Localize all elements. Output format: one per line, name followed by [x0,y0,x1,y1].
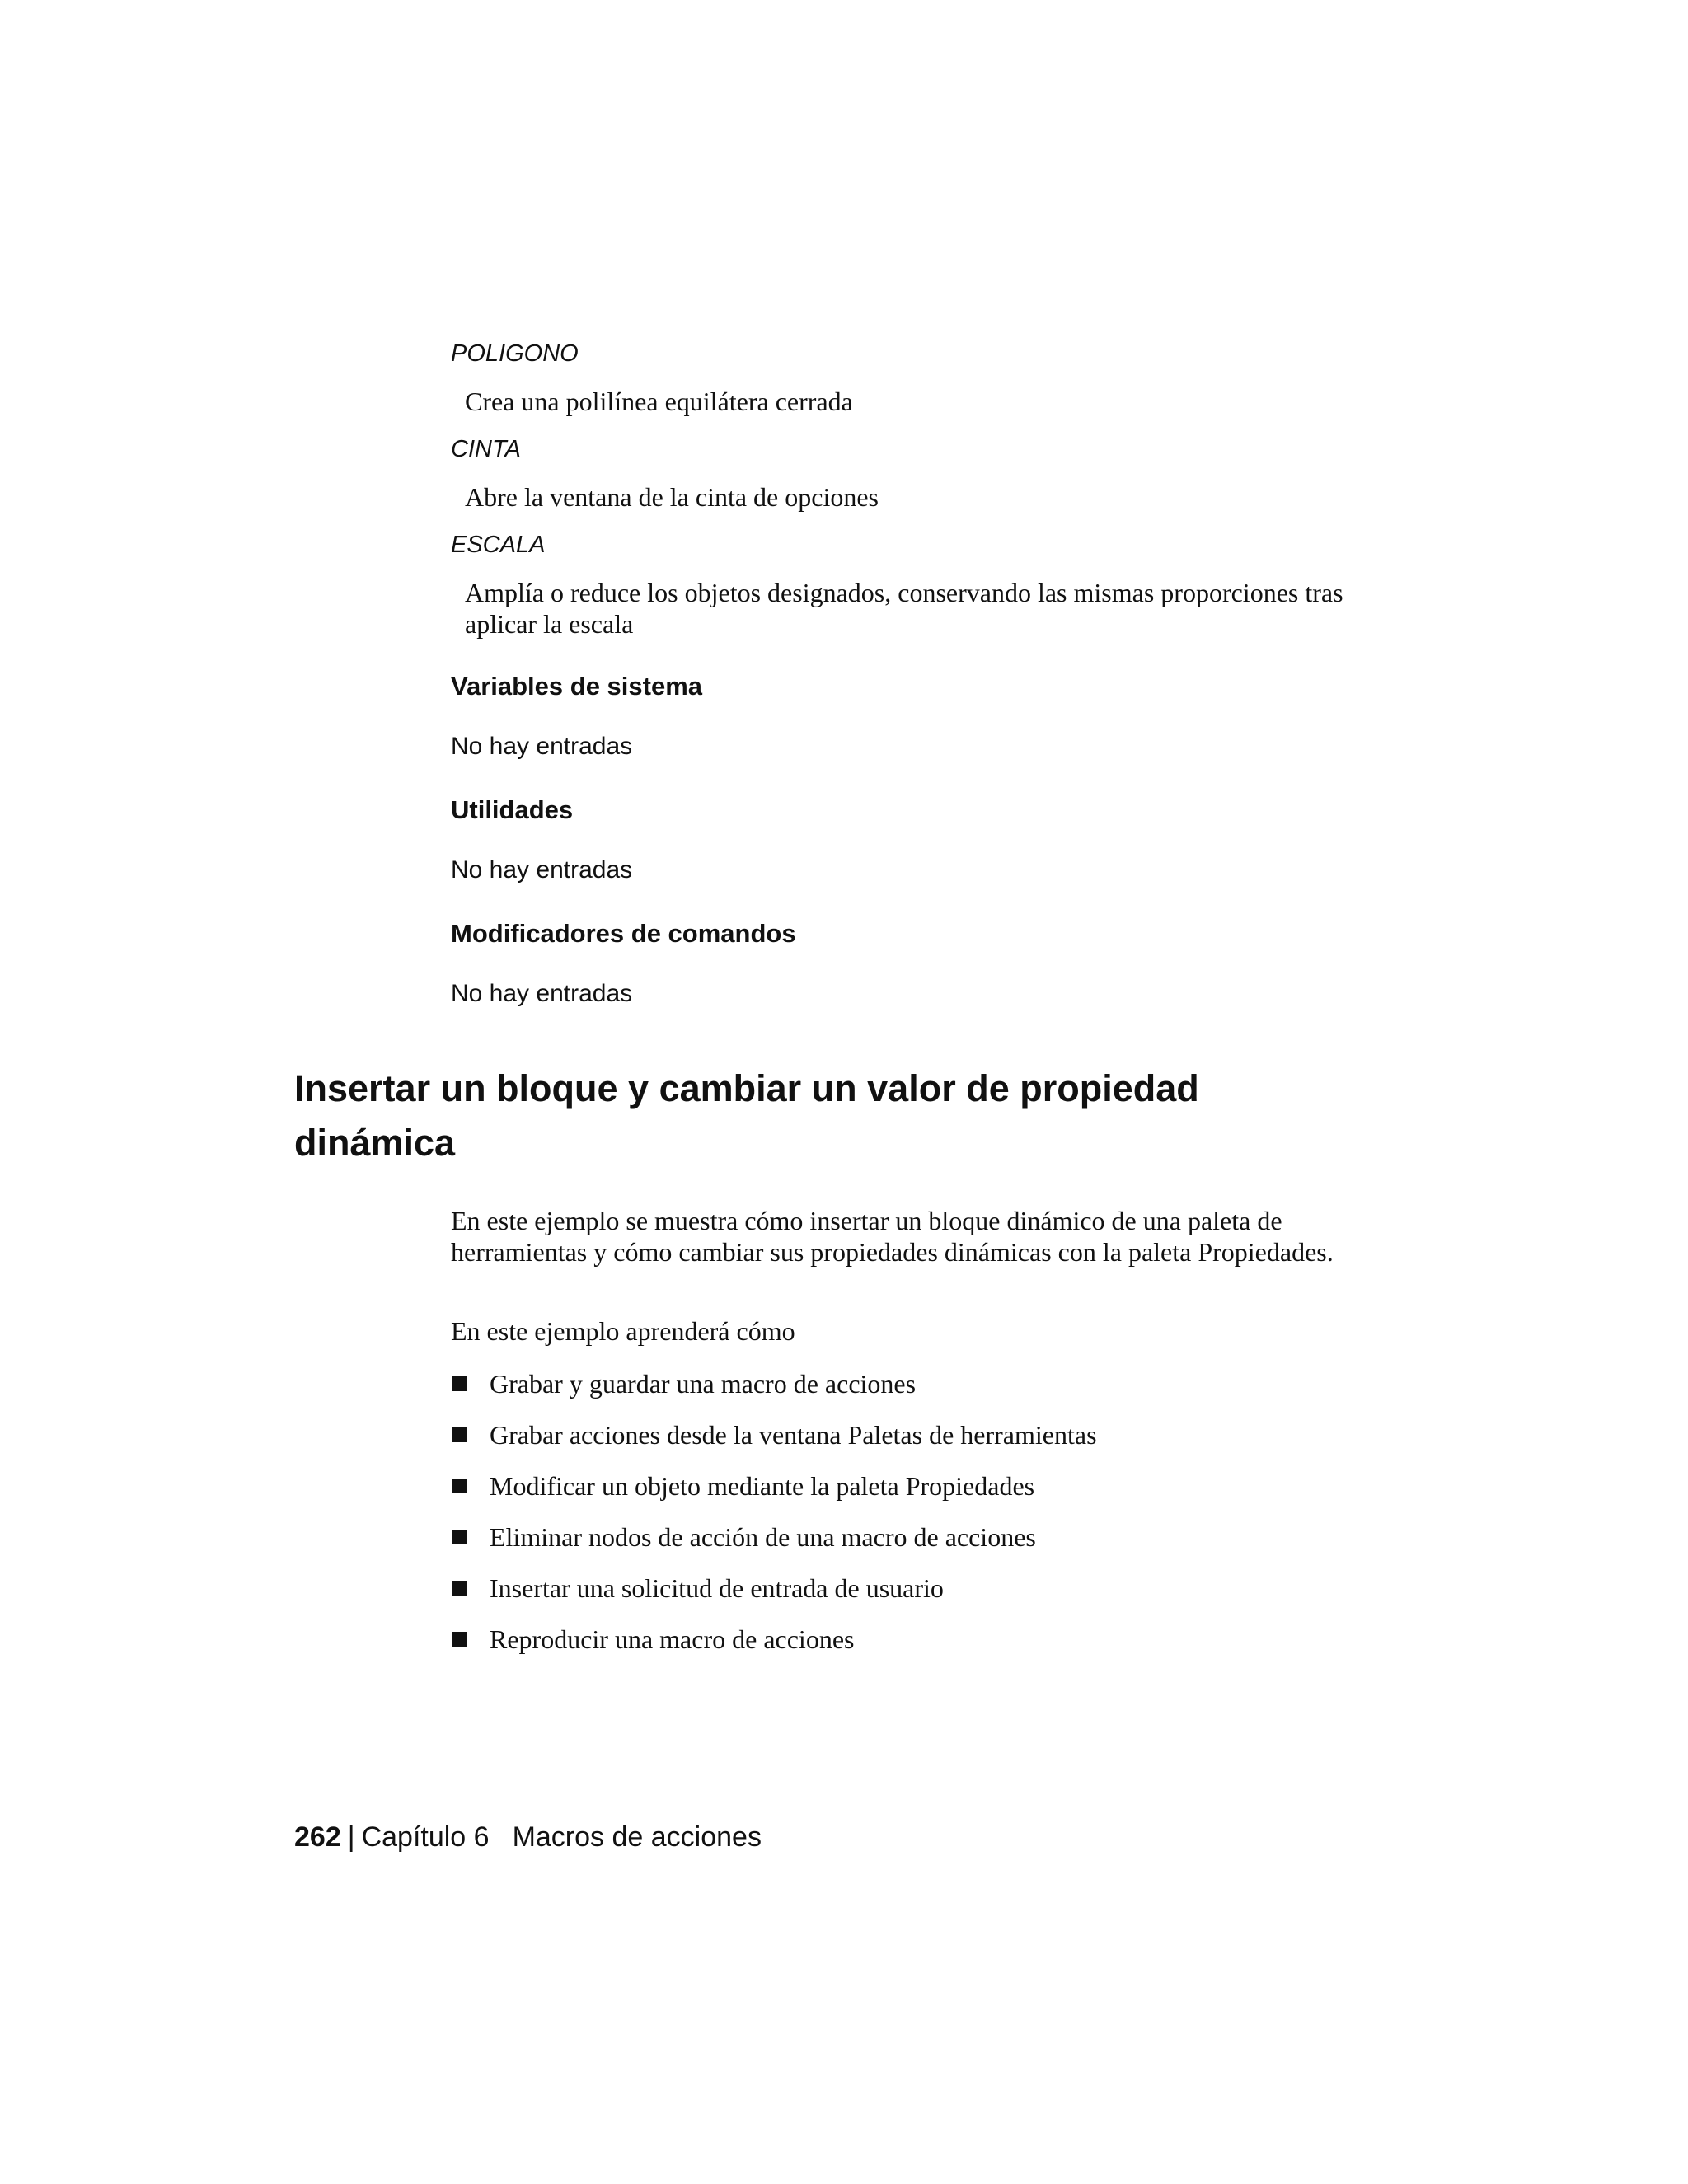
command-list [451,338,1357,640]
command-term: CINTA [451,436,521,462]
list-item-text: Grabar y guardar una macro de acciones [490,1369,917,1399]
list-item-text: Grabar acciones desde la ventana Paletas de herramientas [490,1420,1097,1450]
utilities-text: No hay entradas [451,856,633,883]
list-item [451,1521,1357,1572]
page-footer [294,1820,762,1854]
list-item-text: Eliminar nodos de acción de una macro de acciones [490,1522,1036,1552]
list-item-text: Insertar una solicitud de entrada de usuario [490,1573,944,1603]
square-bullet-icon [452,1530,467,1544]
learn-lead: En este ejemplo aprenderá cómo [451,1316,795,1346]
section-intro: En este ejemplo se muestra cómo insertar un bloque dinámico de una paleta de herramientas y cómo cambiar sus propiedades dinámicas con la paleta Propiedades. [451,1206,1334,1267]
square-bullet-icon [452,1581,467,1596]
square-bullet-icon [452,1632,467,1647]
command-description: Amplía o reduce los objetos designados, conservando las mismas proporciones tras aplicar la escala [465,578,1343,639]
footer-separator: | [347,1821,355,1853]
square-bullet-icon [452,1479,467,1493]
command-description: Abre la ventana de la cinta de opciones [465,482,879,512]
page-number: 262 [294,1821,341,1853]
list-item-text: Modificar un objeto mediante la paleta Propiedades [490,1471,1035,1501]
command-description: Crea una polilínea equilátera cerrada [465,387,853,416]
list-item [451,1572,1357,1624]
list-item [451,1419,1357,1470]
system-variables-heading: Variables de sistema [451,672,703,701]
command-term: POLIGONO [451,340,579,367]
list-item-text: Reproducir una macro de acciones [490,1624,855,1654]
list-item [451,1470,1357,1521]
system-variables-text: No hay entradas [451,733,633,760]
section-title: Insertar un bloque y cambiar un valor de propiedad dinámica [294,1067,1199,1164]
learning-bullet-list [451,1368,1357,1675]
utilities-heading: Utilidades [451,795,574,824]
command-term: ESCALA [451,532,546,558]
chapter-title: Macros de acciones [512,1821,762,1853]
chapter-label: Capítulo 6 [361,1821,490,1853]
square-bullet-icon [452,1376,467,1391]
square-bullet-icon [452,1427,467,1442]
command-modifiers-text: No hay entradas [451,980,633,1007]
list-item [451,1624,1357,1675]
list-item [451,1368,1357,1419]
command-modifiers-heading: Modificadores de comandos [451,919,796,948]
